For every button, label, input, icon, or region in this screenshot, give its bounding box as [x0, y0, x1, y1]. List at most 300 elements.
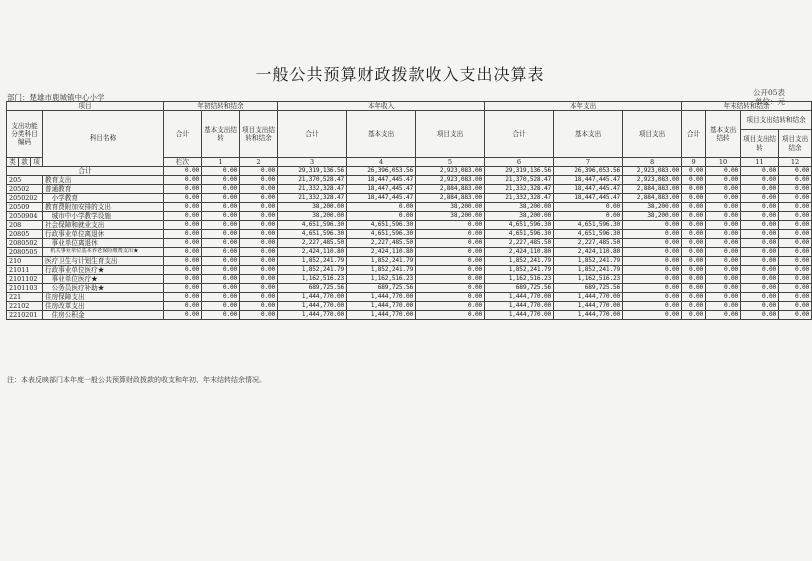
- row-value-col-9: 2,884,883.00: [623, 185, 682, 194]
- row-value-col-9: 0.00: [623, 266, 682, 275]
- row-value-col-11: 0.00: [706, 167, 741, 176]
- header-income-project: 项目支出: [416, 111, 485, 158]
- row-value-col-4: 1,444,770.00: [278, 311, 347, 320]
- header-begin-total: 合计: [164, 111, 202, 158]
- row-value-col-9: 0.00: [623, 284, 682, 293]
- row-value-col-10: 0.00: [682, 239, 706, 248]
- header-end-balance: 年末结转和结余: [682, 102, 812, 111]
- row-value-col-6: 0.00: [416, 311, 485, 320]
- row-value-col-10: 0.00: [682, 293, 706, 302]
- row-value-col-13: 0.00: [779, 203, 812, 212]
- row-value-col-1: 0.00: [164, 266, 202, 275]
- header-end-basic-carry: 基本支出结转: [706, 111, 741, 158]
- column-number-1: 1: [202, 158, 240, 167]
- row-value-col-2: 0.00: [202, 266, 240, 275]
- row-value-col-11: 0.00: [706, 194, 741, 203]
- row-value-col-7: 4,651,596.30: [485, 221, 554, 230]
- row-value-col-8: 689,725.56: [554, 284, 623, 293]
- row-value-col-4: 4,651,596.30: [278, 230, 347, 239]
- table-row: [7, 275, 812, 284]
- header-expense-basic: 基本支出: [554, 111, 623, 158]
- row-value-col-6: 38,200.00: [416, 212, 485, 221]
- row-value-col-5: 2,227,485.50: [347, 239, 416, 248]
- row-value-col-3: 0.00: [240, 239, 278, 248]
- row-value-col-4: 21,332,328.47: [278, 185, 347, 194]
- row-value-col-6: 2,923,083.00: [416, 176, 485, 185]
- row-value-col-4: 29,319,136.56: [278, 167, 347, 176]
- row-value-col-1: 0.00: [164, 176, 202, 185]
- row-value-col-11: 0.00: [706, 176, 741, 185]
- report-title: 一般公共预算财政拨款收入支出决算表: [255, 65, 545, 84]
- row-code: 2080502: [7, 239, 43, 248]
- row-value-col-5: 4,651,596.30: [347, 230, 416, 239]
- row-value-col-12: 0.00: [741, 167, 779, 176]
- row-value-col-4: 21,370,528.47: [278, 176, 347, 185]
- row-value-col-13: 0.00: [779, 221, 812, 230]
- row-value-col-13: 0.00: [779, 230, 812, 239]
- table-row: [7, 221, 812, 230]
- row-value-col-1: 0.00: [164, 212, 202, 221]
- unit-label: 单位：元: [755, 97, 785, 106]
- row-value-col-2: 0.00: [202, 203, 240, 212]
- row-value-col-4: 1,444,770.00: [278, 293, 347, 302]
- row-value-col-3: 0.00: [240, 302, 278, 311]
- row-value-col-5: 0.00: [347, 203, 416, 212]
- form-number: 公开05表: [752, 88, 785, 97]
- row-value-col-7: 1,852,241.79: [485, 257, 554, 266]
- table-row: [7, 194, 812, 203]
- row-value-col-13: 0.00: [779, 194, 812, 203]
- row-value-col-13: 0.00: [779, 212, 812, 221]
- row-value-col-2: 0.00: [202, 230, 240, 239]
- row-value-col-12: 0.00: [741, 221, 779, 230]
- row-value-col-10: 0.00: [682, 248, 706, 257]
- row-code: 210: [7, 257, 43, 266]
- row-value-col-11: 0.00: [706, 221, 741, 230]
- row-value-col-4: 2,424,110.80: [278, 248, 347, 257]
- header-kuan: 款: [19, 158, 31, 167]
- row-value-col-5: 1,444,770.00: [347, 293, 416, 302]
- footnote: 注：本表反映部门本年度一般公共预算财政拨款的收支和年初、年末结转结余情况。: [7, 376, 266, 384]
- row-subject-name: 医疗卫生与计划生育支出: [43, 257, 164, 266]
- row-value-col-3: 0.00: [240, 167, 278, 176]
- row-value-col-9: 0.00: [623, 311, 682, 320]
- row-value-col-9: 2,923,083.00: [623, 167, 682, 176]
- row-code: 20805: [7, 230, 43, 239]
- row-subject-name: 小学教育: [43, 194, 164, 203]
- table-row: [7, 203, 812, 212]
- row-value-col-3: 0.00: [240, 212, 278, 221]
- row-value-col-3: 0.00: [240, 176, 278, 185]
- row-value-col-3: 0.00: [240, 293, 278, 302]
- row-value-col-2: 0.00: [202, 239, 240, 248]
- row-value-col-3: 0.00: [240, 284, 278, 293]
- row-value-col-10: 0.00: [682, 266, 706, 275]
- row-value-col-10: 0.00: [682, 257, 706, 266]
- row-value-col-9: 38,200.00: [623, 212, 682, 221]
- row-code: 2210201: [7, 311, 43, 320]
- row-value-col-12: 0.00: [741, 230, 779, 239]
- row-value-col-7: 21,332,328.47: [485, 194, 554, 203]
- row-value-col-4: 1,444,770.00: [278, 302, 347, 311]
- row-value-col-11: 0.00: [706, 293, 741, 302]
- row-value-col-12: 0.00: [741, 275, 779, 284]
- row-value-col-8: 18,447,445.47: [554, 176, 623, 185]
- row-value-col-5: 18,447,445.47: [347, 194, 416, 203]
- row-value-col-2: 0.00: [202, 212, 240, 221]
- row-value-col-6: 2,884,883.00: [416, 185, 485, 194]
- row-value-col-3: 0.00: [240, 257, 278, 266]
- department-label: 部门：楚雄市鹿城镇中心小学: [7, 93, 105, 102]
- row-value-col-2: 0.00: [202, 167, 240, 176]
- row-value-col-1: 0.00: [164, 230, 202, 239]
- row-value-col-3: 0.00: [240, 221, 278, 230]
- row-value-col-8: 2,424,110.80: [554, 248, 623, 257]
- row-value-col-12: 0.00: [741, 302, 779, 311]
- row-code: 208: [7, 221, 43, 230]
- header-expense-project: 项目支出: [623, 111, 682, 158]
- row-value-col-5: 26,396,053.56: [347, 167, 416, 176]
- row-value-col-1: 0.00: [164, 311, 202, 320]
- row-value-col-1: 0.00: [164, 185, 202, 194]
- row-value-col-3: 0.00: [240, 266, 278, 275]
- row-value-col-3: 0.00: [240, 230, 278, 239]
- column-number-4: 4: [347, 158, 416, 167]
- row-value-col-11: 0.00: [706, 212, 741, 221]
- header-begin-project-carry: 项目支出结转和结余: [240, 111, 278, 158]
- row-value-col-8: 1,444,770.00: [554, 302, 623, 311]
- row-code: 205: [7, 176, 43, 185]
- row-value-col-1: 0.00: [164, 248, 202, 257]
- row-value-col-5: 1,162,516.23: [347, 275, 416, 284]
- row-value-col-12: 0.00: [741, 176, 779, 185]
- row-code: 2080505: [7, 248, 43, 257]
- row-subject-name: 教育支出: [43, 176, 164, 185]
- row-value-col-7: 21,370,528.47: [485, 176, 554, 185]
- row-code: 2050202: [7, 194, 43, 203]
- header-row-2: [7, 111, 812, 130]
- row-code: 20502: [7, 185, 43, 194]
- row-value-col-12: 0.00: [741, 239, 779, 248]
- row-value-col-3: 0.00: [240, 311, 278, 320]
- table-row: [7, 230, 812, 239]
- row-value-col-4: 1,852,241.79: [278, 257, 347, 266]
- row-value-col-9: 0.00: [623, 248, 682, 257]
- row-value-col-4: 689,725.56: [278, 284, 347, 293]
- row-value-col-5: 0.00: [347, 212, 416, 221]
- row-value-col-9: 0.00: [623, 275, 682, 284]
- row-value-col-6: 2,923,083.00: [416, 167, 485, 176]
- row-value-col-4: 38,200.00: [278, 203, 347, 212]
- row-value-col-11: 0.00: [706, 266, 741, 275]
- table-row: [7, 248, 812, 257]
- row-value-col-10: 0.00: [682, 311, 706, 320]
- row-total-label: 合计: [7, 167, 164, 176]
- row-value-col-12: 0.00: [741, 248, 779, 257]
- row-value-col-10: 0.00: [682, 284, 706, 293]
- row-subject-name: 机关事业单位基本养老保险缴费支出★: [43, 248, 164, 257]
- table-row: [7, 185, 812, 194]
- row-value-col-11: 0.00: [706, 248, 741, 257]
- row-value-col-5: 1,852,241.79: [347, 266, 416, 275]
- row-subject-name: 普通教育: [43, 185, 164, 194]
- row-value-col-10: 0.00: [682, 212, 706, 221]
- row-value-col-5: 689,725.56: [347, 284, 416, 293]
- header-end-project-carry-balance: 项目支出结转和结余: [741, 111, 812, 130]
- row-value-col-4: 1,162,516.23: [278, 275, 347, 284]
- table-row: [7, 293, 812, 302]
- row-value-col-9: 0.00: [623, 239, 682, 248]
- row-value-col-5: 1,852,241.79: [347, 257, 416, 266]
- column-number-8: 8: [623, 158, 682, 167]
- row-value-col-11: 0.00: [706, 185, 741, 194]
- row-value-col-13: 0.00: [779, 302, 812, 311]
- row-value-col-3: 0.00: [240, 185, 278, 194]
- row-value-col-10: 0.00: [682, 230, 706, 239]
- row-value-col-6: 0.00: [416, 248, 485, 257]
- row-value-col-12: 0.00: [741, 212, 779, 221]
- header-end-total: 合计: [682, 111, 706, 158]
- row-code: 22102: [7, 302, 43, 311]
- header-row-1: [7, 102, 812, 111]
- row-code: 21011: [7, 266, 43, 275]
- row-value-col-11: 0.00: [706, 284, 741, 293]
- header-expense: 本年支出: [485, 102, 682, 111]
- row-value-col-5: 1,444,770.00: [347, 311, 416, 320]
- row-value-col-6: 0.00: [416, 266, 485, 275]
- row-value-col-10: 0.00: [682, 275, 706, 284]
- column-number-9: 9: [682, 158, 706, 167]
- row-value-col-3: 0.00: [240, 275, 278, 284]
- row-value-col-13: 0.00: [779, 248, 812, 257]
- row-value-col-5: 18,447,445.47: [347, 176, 416, 185]
- row-value-col-1: 0.00: [164, 284, 202, 293]
- row-value-col-8: 2,227,485.50: [554, 239, 623, 248]
- row-value-col-13: 0.00: [779, 167, 812, 176]
- row-value-col-11: 0.00: [706, 239, 741, 248]
- row-value-col-10: 0.00: [682, 176, 706, 185]
- row-code: 221: [7, 293, 43, 302]
- row-value-col-7: 1,444,770.00: [485, 293, 554, 302]
- row-value-col-2: 0.00: [202, 302, 240, 311]
- row-value-col-12: 0.00: [741, 311, 779, 320]
- row-value-col-12: 0.00: [741, 293, 779, 302]
- row-code: 2101103: [7, 284, 43, 293]
- column-number-10: 10: [706, 158, 741, 167]
- row-value-col-7: 38,200.00: [485, 203, 554, 212]
- row-value-col-13: 0.00: [779, 239, 812, 248]
- row-value-col-8: 18,447,445.47: [554, 185, 623, 194]
- row-value-col-2: 0.00: [202, 257, 240, 266]
- row-subject-name: 行政事业单位医疗★: [43, 266, 164, 275]
- row-value-col-11: 0.00: [706, 257, 741, 266]
- row-value-col-7: 1,444,770.00: [485, 302, 554, 311]
- row-value-col-6: 38,200.00: [416, 203, 485, 212]
- row-value-col-7: 1,162,516.23: [485, 275, 554, 284]
- row-value-col-7: 29,319,136.56: [485, 167, 554, 176]
- row-value-col-9: 0.00: [623, 302, 682, 311]
- row-value-col-9: 0.00: [623, 221, 682, 230]
- row-value-col-6: 0.00: [416, 275, 485, 284]
- row-value-col-7: 38,200.00: [485, 212, 554, 221]
- row-value-col-13: 0.00: [779, 176, 812, 185]
- row-value-col-8: 26,396,053.56: [554, 167, 623, 176]
- row-value-col-8: 1,852,241.79: [554, 257, 623, 266]
- row-value-col-3: 0.00: [240, 194, 278, 203]
- table-row: [7, 176, 812, 185]
- row-value-col-2: 0.00: [202, 293, 240, 302]
- row-value-col-3: 0.00: [240, 248, 278, 257]
- row-value-col-1: 0.00: [164, 257, 202, 266]
- budget-table: [6, 101, 812, 320]
- row-value-col-2: 0.00: [202, 221, 240, 230]
- table-row: [7, 266, 812, 275]
- header-func-code: 支出功能分类科目编码: [7, 111, 43, 158]
- row-subject-name: 住房保障支出: [43, 293, 164, 302]
- row-value-col-13: 0.00: [779, 293, 812, 302]
- row-value-col-10: 0.00: [682, 194, 706, 203]
- row-value-col-1: 0.00: [164, 239, 202, 248]
- row-subject-name: 城市中小学教学设施: [43, 212, 164, 221]
- row-value-col-6: 0.00: [416, 257, 485, 266]
- row-value-col-11: 0.00: [706, 203, 741, 212]
- row-value-col-9: 0.00: [623, 230, 682, 239]
- row-code: 2050904: [7, 212, 43, 221]
- row-subject-name: 行政事业单位离退休: [43, 230, 164, 239]
- row-value-col-9: 0.00: [623, 257, 682, 266]
- row-value-col-7: 2,424,110.80: [485, 248, 554, 257]
- row-subject-name: 事业单位离退休: [43, 239, 164, 248]
- row-value-col-6: 0.00: [416, 221, 485, 230]
- row-value-col-8: 1,444,770.00: [554, 293, 623, 302]
- header-lei: 类: [7, 158, 19, 167]
- row-subject-name: 社会保障和就业支出: [43, 221, 164, 230]
- row-value-col-9: 2,923,083.00: [623, 176, 682, 185]
- row-value-col-9: 2,884,883.00: [623, 194, 682, 203]
- header-expense-total: 合计: [485, 111, 554, 158]
- row-value-col-2: 0.00: [202, 194, 240, 203]
- column-number-5: 5: [416, 158, 485, 167]
- row-value-col-7: 689,725.56: [485, 284, 554, 293]
- row-value-col-7: 2,227,485.50: [485, 239, 554, 248]
- row-value-col-10: 0.00: [682, 221, 706, 230]
- table-body: [7, 167, 812, 320]
- row-value-col-8: 4,651,596.30: [554, 221, 623, 230]
- row-value-col-13: 0.00: [779, 275, 812, 284]
- row-value-col-1: 0.00: [164, 293, 202, 302]
- row-value-col-2: 0.00: [202, 311, 240, 320]
- row-subject-name: 教育费附加安排的支出: [43, 203, 164, 212]
- header-income-basic: 基本支出: [347, 111, 416, 158]
- row-value-col-1: 0.00: [164, 275, 202, 284]
- row-subject-name: 住房改革支出: [43, 302, 164, 311]
- row-value-col-11: 0.00: [706, 275, 741, 284]
- header-end-project-carry: 项目支出结转: [741, 130, 779, 158]
- row-value-col-8: 0.00: [554, 203, 623, 212]
- row-value-col-13: 0.00: [779, 284, 812, 293]
- header-xiang: 项: [31, 158, 43, 167]
- table-row: [7, 212, 812, 221]
- row-value-col-10: 0.00: [682, 302, 706, 311]
- row-subject-name: 事业单位医疗★: [43, 275, 164, 284]
- row-value-col-1: 0.00: [164, 194, 202, 203]
- row-value-col-2: 0.00: [202, 248, 240, 257]
- row-value-col-7: 4,651,596.30: [485, 230, 554, 239]
- table-row: [7, 239, 812, 248]
- row-subject-name: 公务员医疗补助★: [43, 284, 164, 293]
- row-value-col-3: 0.00: [240, 203, 278, 212]
- row-value-col-10: 0.00: [682, 185, 706, 194]
- row-value-col-7: 1,444,770.00: [485, 311, 554, 320]
- row-value-col-4: 38,200.00: [278, 212, 347, 221]
- row-value-col-12: 0.00: [741, 257, 779, 266]
- row-value-col-11: 0.00: [706, 230, 741, 239]
- row-value-col-13: 0.00: [779, 311, 812, 320]
- row-value-col-4: 21,332,328.47: [278, 194, 347, 203]
- row-value-col-2: 0.00: [202, 176, 240, 185]
- row-value-col-9: 38,200.00: [623, 203, 682, 212]
- row-value-col-1: 0.00: [164, 221, 202, 230]
- row-value-col-9: 0.00: [623, 293, 682, 302]
- column-number-2: 2: [240, 158, 278, 167]
- row-value-col-6: 0.00: [416, 239, 485, 248]
- header-income-total: 合计: [278, 111, 347, 158]
- row-value-col-10: 0.00: [682, 167, 706, 176]
- table-row: [7, 311, 812, 320]
- table-row: [7, 167, 812, 176]
- table-row: [7, 257, 812, 266]
- row-value-col-8: 1,852,241.79: [554, 266, 623, 275]
- row-value-col-8: 0.00: [554, 212, 623, 221]
- row-value-col-8: 18,447,445.47: [554, 194, 623, 203]
- table-row: [7, 284, 812, 293]
- column-number-7: 7: [554, 158, 623, 167]
- row-value-col-7: 1,852,241.79: [485, 266, 554, 275]
- row-value-col-12: 0.00: [741, 203, 779, 212]
- header-end-project-balance: 项目支出结余: [779, 130, 812, 158]
- row-value-col-2: 0.00: [202, 275, 240, 284]
- column-number-3: 3: [278, 158, 347, 167]
- header-begin-balance: 年初结转和结余: [164, 102, 278, 111]
- header-income: 本年收入: [278, 102, 485, 111]
- header-lanci: 栏次: [164, 158, 202, 167]
- row-value-col-8: 4,651,596.30: [554, 230, 623, 239]
- row-value-col-13: 0.00: [779, 266, 812, 275]
- row-value-col-1: 0.00: [164, 167, 202, 176]
- row-value-col-2: 0.00: [202, 185, 240, 194]
- row-value-col-6: 2,884,883.00: [416, 194, 485, 203]
- row-value-col-6: 0.00: [416, 284, 485, 293]
- table-row: [7, 302, 812, 311]
- column-number-6: 6: [485, 158, 554, 167]
- row-value-col-12: 0.00: [741, 266, 779, 275]
- row-value-col-13: 0.00: [779, 257, 812, 266]
- row-value-col-2: 0.00: [202, 284, 240, 293]
- row-value-col-4: 4,651,596.30: [278, 221, 347, 230]
- column-number-11: 11: [741, 158, 779, 167]
- row-value-col-12: 0.00: [741, 185, 779, 194]
- header-begin-basic-carry: 基本支出结转: [202, 111, 240, 158]
- row-value-col-6: 0.00: [416, 230, 485, 239]
- row-value-col-8: 1,444,770.00: [554, 311, 623, 320]
- row-value-col-4: 1,852,241.79: [278, 266, 347, 275]
- row-value-col-8: 1,162,516.23: [554, 275, 623, 284]
- row-value-col-7: 21,332,328.47: [485, 185, 554, 194]
- row-value-col-10: 0.00: [682, 203, 706, 212]
- column-number-12: 12: [779, 158, 812, 167]
- row-code: 20509: [7, 203, 43, 212]
- row-value-col-12: 0.00: [741, 284, 779, 293]
